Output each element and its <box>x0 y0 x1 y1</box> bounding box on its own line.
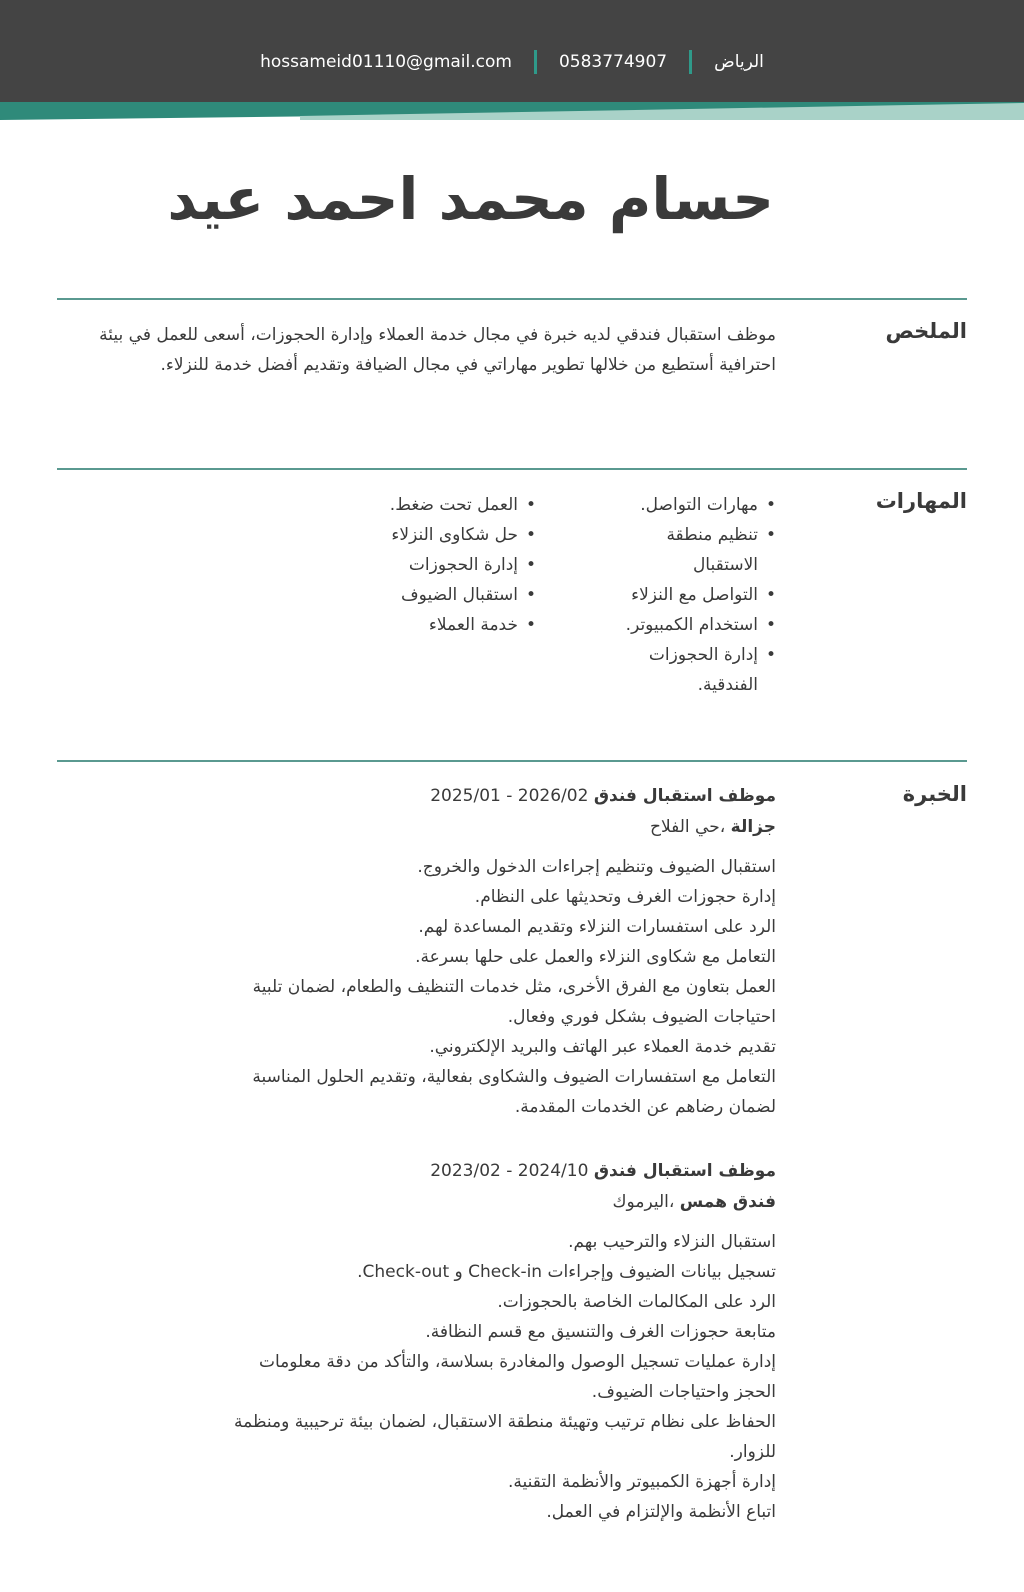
skills-title: المهارات <box>875 489 967 513</box>
job-duties <box>216 1227 776 1527</box>
job-location: ،حي الفلاح <box>650 817 726 837</box>
contact-email[interactable]: hossameid01110@gmail.com <box>260 52 512 72</box>
job-entry <box>216 1156 776 1527</box>
duty-item: استقبال الضيوف وتنظيم إجراءات الدخول والخروج. <box>417 857 776 877</box>
duty-item: إدارة أجهزة الكمبيوتر والأنظمة التقنية. <box>507 1472 776 1492</box>
duty-item: العمل بتعاون مع الفرق الأخرى، مثل خدمات التنظيف والطعام، لضمان تلبية احتياجات الضيوف بشكل فوري وفعال. <box>252 977 776 1027</box>
skills-list-secondary <box>336 490 536 640</box>
section-divider <box>57 468 967 470</box>
duty-item: استقبال النزلاء والترحيب بهم. <box>568 1232 776 1252</box>
job-role: موظف استقبال فندق <box>593 1161 776 1181</box>
job-role: موظف استقبال فندق <box>593 786 776 806</box>
contact-info <box>0 50 1024 74</box>
duty-item: التعامل مع استفسارات الضيوف والشكاوى بفعالية، وتقديم الحلول المناسبة لضمان رضاهم عن الخدمات المقدمة. <box>252 1067 776 1117</box>
summary-title: الملخص <box>885 319 967 343</box>
skill-item: • العمل تحت ضغط. <box>336 490 536 520</box>
job-dates: 2025/01 - 2026/02 <box>430 786 589 806</box>
contact-phone[interactable]: 0583774907 <box>558 52 668 72</box>
contact-separator <box>534 50 537 74</box>
duty-item: التعامل مع شكاوى النزلاء والعمل على حلها بسرعة. <box>415 947 776 967</box>
skill-item: • حل شكاوى النزلاء <box>336 520 536 550</box>
skill-item: • إدارة الحجوزات الفندقية. <box>606 640 776 700</box>
skill-item: • مهارات التواصل. <box>606 490 776 520</box>
candidate-name: حسام محمد احمد عيد <box>167 165 774 233</box>
skills-list-primary <box>606 490 776 700</box>
duty-item: تسجيل بيانات الضيوف وإجراءات Check-in و Check-out. <box>357 1262 776 1282</box>
duty-item: إدارة حجوزات الغرف وتحديثها على النظام. <box>474 887 776 907</box>
header-accent-stripe <box>0 95 1024 125</box>
job-heading <box>216 781 776 812</box>
duty-item: الرد على استفسارات النزلاء وتقديم المساعدة لهم. <box>418 917 776 937</box>
summary-text: موظف استقبال فندقي لديه خبرة في مجال خدمة العملاء وإدارة الحجوزات، أسعى للعمل في بيئة احترافية أستطيع من خلالها تطوير مهاراتي في مجال الضيافة وتقديم أفضل خدمة للنزلاء. <box>99 325 776 375</box>
job-company: فندق همس <box>679 1192 776 1212</box>
duty-item: تقديم خدمة العملاء عبر الهاتف والبريد الإلكتروني. <box>429 1037 776 1057</box>
skill-item: • إدارة الحجوزات <box>336 550 536 580</box>
duty-item: الرد على المكالمات الخاصة بالحجوزات. <box>497 1292 776 1312</box>
job-employer <box>216 812 776 843</box>
skill-item: • استخدام الكمبيوتر. <box>606 610 776 640</box>
contact-separator <box>689 50 692 74</box>
section-divider <box>57 760 967 762</box>
job-duties <box>216 852 776 1122</box>
skill-item: • التواصل مع النزلاء <box>606 580 776 610</box>
section-divider <box>57 298 967 300</box>
job-dates: 2023/02 - 2024/10 <box>430 1161 589 1181</box>
job-entry <box>216 781 776 1122</box>
job-employer <box>216 1187 776 1218</box>
duty-item: اتباع الأنظمة والإلتزام في العمل. <box>546 1502 776 1522</box>
skill-item: • تنظيم منطقة الاستقبال <box>606 520 776 580</box>
contact-city: الرياض <box>714 52 764 72</box>
job-company: جزالة <box>730 817 776 837</box>
duty-item: الحفاظ على نظام ترتيب وتهيئة منطقة الاستقبال، لضمان بيئة ترحيبية ومنظمة للزوار. <box>234 1412 776 1462</box>
job-heading <box>216 1156 776 1187</box>
skill-item: • خدمة العملاء <box>336 610 536 640</box>
job-location: ،اليرموك <box>612 1192 675 1212</box>
duty-item: متابعة حجوزات الغرف والتنسيق مع قسم النظافة. <box>425 1322 776 1342</box>
duty-item: إدارة عمليات تسجيل الوصول والمغادرة بسلاسة، والتأكد من دقة معلومات الحجز واحتياجات الضيوف. <box>258 1352 776 1402</box>
experience-title: الخبرة <box>902 782 967 806</box>
skill-item: • استقبال الضيوف <box>336 580 536 610</box>
